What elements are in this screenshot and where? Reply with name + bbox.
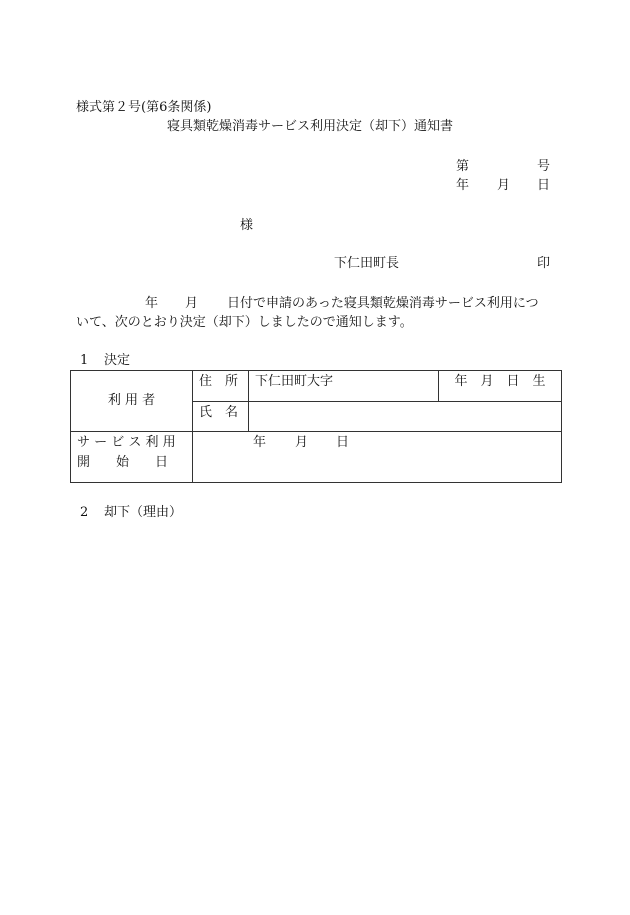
section1-label: 決定 bbox=[104, 353, 131, 368]
birth-label: 年 月 日 生 bbox=[454, 374, 546, 389]
section1-number: 1 bbox=[80, 353, 89, 368]
address-label: 住 所 bbox=[199, 374, 239, 389]
seal-mark: 印 bbox=[537, 256, 551, 271]
name-label-cell bbox=[193, 402, 249, 432]
date-day: 日 bbox=[537, 178, 551, 193]
address-value: 下仁田町大字 bbox=[255, 374, 334, 389]
user-label: 利 用 者 bbox=[107, 393, 156, 408]
section2-label: 却下（理由） bbox=[104, 505, 183, 520]
service-label-cell bbox=[71, 432, 193, 483]
body-year: 年 bbox=[145, 296, 159, 311]
ref-go: 号 bbox=[537, 159, 551, 174]
service-date-month: 月 bbox=[295, 435, 309, 450]
birth-cell bbox=[439, 371, 562, 402]
ref-dai: 第 bbox=[456, 159, 470, 174]
service-date-year: 年 bbox=[253, 435, 267, 450]
document-title: 寝具類乾燥消毒サービス利用決定（却下）通知書 bbox=[167, 119, 454, 134]
service-date-cell bbox=[193, 432, 562, 483]
section2-number: 2 bbox=[80, 505, 89, 520]
date-month: 月 bbox=[497, 178, 511, 193]
service-label-line2: 開 始 日 bbox=[77, 455, 169, 470]
date-year: 年 bbox=[456, 178, 470, 193]
address-label-cell bbox=[193, 371, 249, 402]
form-number-label: 様式第２号(第6条関係) bbox=[76, 100, 212, 115]
name-value-cell bbox=[249, 402, 562, 432]
body-line2: いて、次のとおり決定（却下）しましたので通知します。 bbox=[76, 315, 413, 330]
issuer-name: 下仁田町長 bbox=[334, 256, 400, 271]
address-value-cell bbox=[249, 371, 439, 402]
body-line1: 日付で申請のあった寝具類乾燥消毒サービス利用につ bbox=[227, 296, 539, 311]
service-date-day: 日 bbox=[336, 435, 350, 450]
decision-table bbox=[70, 370, 562, 483]
service-label-line1: サ ー ビ ス 利 用 bbox=[77, 435, 176, 450]
body-month: 月 bbox=[185, 296, 199, 311]
user-label-cell bbox=[71, 371, 193, 432]
addressee-suffix: 様 bbox=[240, 218, 254, 233]
name-label: 氏 名 bbox=[199, 405, 239, 420]
